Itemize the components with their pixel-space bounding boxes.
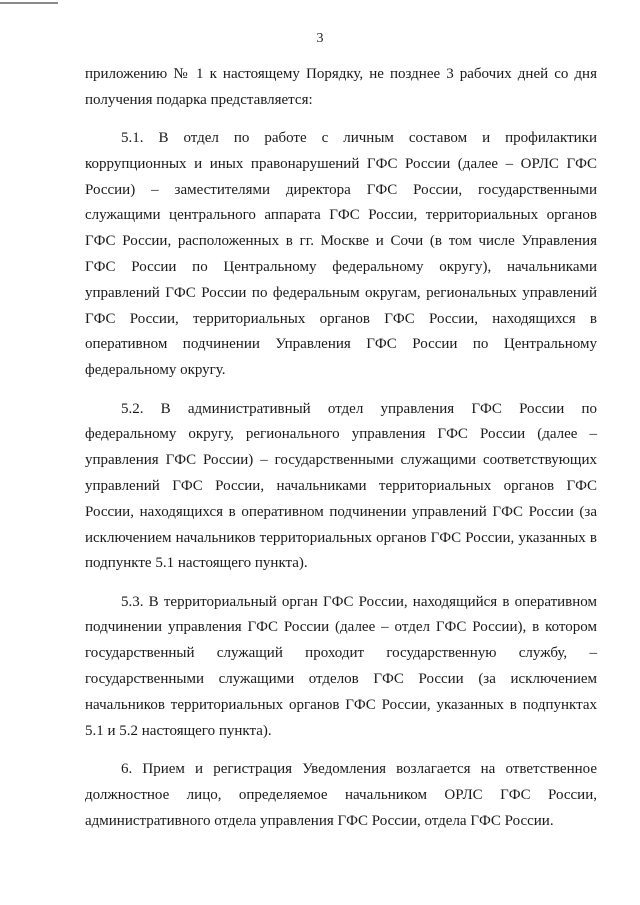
paragraph-5-2: 5.2. В административный отдел управления ГФС России по федеральному округу, регионального управления ГФС России (далее – управления ГФС России) – государственными служащими соответствующих управлений ГФС России, начальниками территориальных органов ГФС России, находящихся в оперативном подчинении управлений ГФС России (за исключением начальников территориальных органов ГФС России, указанных в подпункте 5.1 настоящего пункта). <box>85 400 597 572</box>
scan-edge-mark <box>0 2 58 4</box>
paragraph-intro: приложению № 1 к настоящему Порядку, не позднее 3 рабочих дней со дня получения подарка представляется: <box>85 66 597 108</box>
page-number: 3 <box>316 31 324 46</box>
document-body <box>85 62 597 847</box>
paragraph-6: 6. Прием и регистрация Уведомления возлагается на ответственное должностное лицо, определяемое начальником ОРЛС ГФС России, административного отдела управления ГФС России, отдела ГФС России. <box>85 760 597 829</box>
paragraph-5-1: 5.1. В отдел по работе с личным составом и профилактики коррупционных и иных правонарушений ГФС России (далее – ОРЛС ГФС России) – заместителями директора ГФС России, государственными служащими центрального аппарата ГФС России, территориальных органов ГФС России, расположенных в гг. Москве и Сочи (в том числе Управления ГФС России по Центральному федеральному округу), начальниками управлений ГФС России по федеральным округам, региональных управлений ГФС России, территориальных органов ГФС России, находящихся в оперативном подчинении Управления ГФС России по Центральному федеральному округу. <box>85 130 597 379</box>
paragraph-5-3: 5.3. В территориальный орган ГФС России, находящийся в оперативном подчинении управления ГФС России (далее – отдел ГФС России), в котором государственный служащий проходит государственную службу, – государственными служащими отделов ГФС России (за исключением начальников территориальных органов ГФС России, указанных в подпунктах 5.1 и 5.2 настоящего пункта). <box>85 593 597 739</box>
